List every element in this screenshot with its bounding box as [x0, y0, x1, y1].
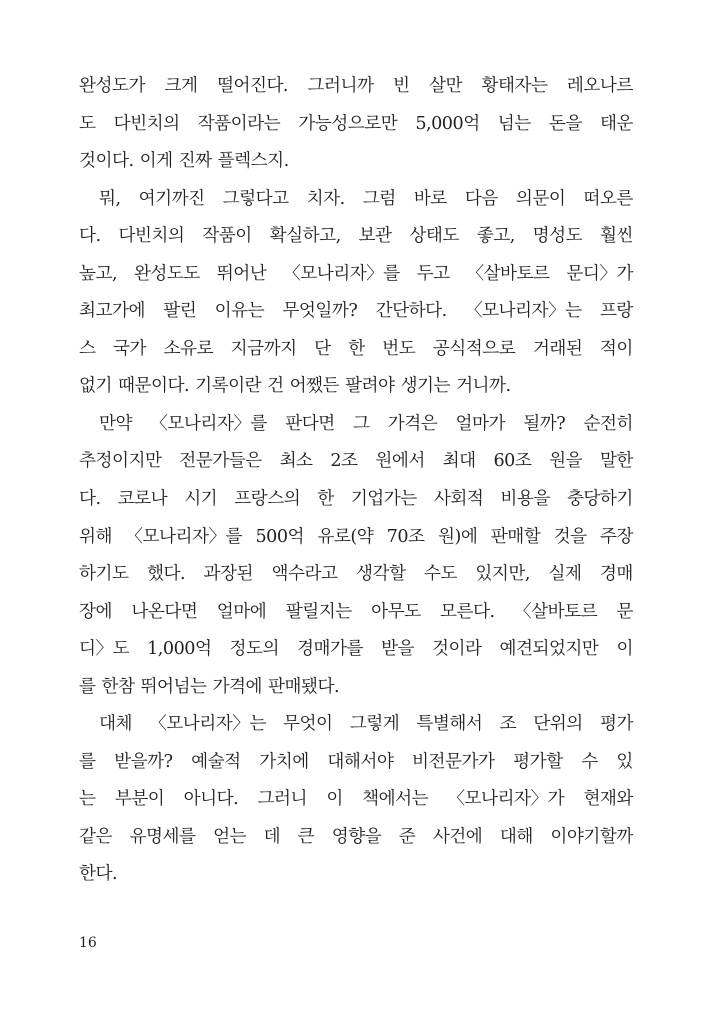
word: 떠오른	[583, 188, 633, 209]
word: 디〉도	[79, 639, 130, 660]
word: 것이라	[431, 639, 482, 660]
paragraph	[79, 68, 633, 181]
word: 주장	[599, 526, 633, 547]
word: 수도	[423, 564, 457, 585]
word: 충당하기	[566, 489, 633, 510]
word: 가치에	[259, 751, 309, 772]
word: 시기	[184, 489, 218, 510]
text-line	[79, 293, 633, 331]
word: 뛰어난	[216, 263, 267, 284]
word: 그러니까	[307, 76, 374, 96]
word: 그	[352, 413, 370, 434]
word: 한	[348, 338, 365, 359]
text-line	[79, 856, 633, 894]
word: 평가	[599, 714, 633, 735]
text-line	[79, 744, 633, 782]
word: 넘는	[497, 113, 531, 134]
word: 팔린	[163, 301, 197, 322]
word: 과장된	[203, 564, 254, 585]
word: 5,000억	[415, 113, 480, 134]
text-line	[79, 218, 633, 256]
word: 그러니	[257, 789, 308, 810]
word: 다.	[79, 489, 101, 510]
word: 준	[398, 826, 416, 847]
paragraph	[79, 706, 633, 894]
word: 얻는	[213, 826, 247, 847]
word: 를	[79, 751, 96, 772]
word: 판매됐다.	[267, 676, 340, 697]
text-line	[79, 631, 633, 669]
word: 없기	[79, 376, 112, 397]
word: 한	[317, 489, 334, 510]
word: 완성도가	[79, 76, 145, 96]
word: 떨어진다.	[216, 76, 289, 96]
text-line	[79, 443, 633, 481]
word: 무엇이	[283, 714, 333, 735]
word: 〈모나리자〉는	[464, 301, 582, 322]
word: 플렉스지.	[217, 151, 289, 172]
word: 적이	[599, 338, 633, 359]
word: 좋고,	[476, 226, 515, 247]
word: 거니까.	[456, 376, 511, 397]
word: 원)에	[437, 526, 478, 547]
text-line	[79, 706, 633, 744]
word: 레오나르	[566, 76, 633, 96]
word: 〈모나리자〉를	[283, 263, 400, 284]
word: 건	[267, 376, 284, 397]
text-line	[79, 819, 633, 857]
word: 받을	[380, 639, 414, 660]
word: 이유는	[214, 301, 265, 322]
word: 판매할	[490, 526, 541, 547]
word: 를	[79, 676, 96, 697]
word: 지금까지	[230, 338, 297, 359]
word: 실제	[548, 564, 582, 585]
word: 원을	[549, 451, 583, 472]
text-line	[79, 594, 633, 632]
word: 될까?	[523, 413, 566, 434]
word: 추정이지만	[79, 451, 162, 472]
text-line	[79, 368, 633, 406]
word: 책에서는	[362, 789, 429, 810]
word: 생기는	[400, 376, 451, 397]
word: 유명세를	[129, 826, 196, 847]
word: 원에서	[375, 451, 425, 472]
word: 명성도	[532, 226, 583, 247]
word: 살만	[428, 76, 462, 96]
word: 생각할	[355, 564, 406, 585]
word: 작품이	[202, 226, 252, 247]
text-line	[79, 406, 633, 444]
word: 〈모나리자〉가	[447, 789, 565, 810]
word: 때문이다.	[118, 376, 190, 397]
word: 데	[263, 826, 281, 847]
text-line	[79, 106, 633, 144]
word: 1,000억	[147, 639, 212, 660]
word: 태운	[599, 113, 633, 134]
word: 완성도도	[133, 263, 200, 284]
word: 돈을	[548, 113, 582, 134]
word: 순전히	[583, 413, 633, 434]
word: 뛰어넘는	[140, 676, 207, 697]
word: 한다.	[79, 864, 118, 885]
word: 만약	[99, 413, 132, 434]
text-line	[79, 781, 633, 819]
word: 큰	[297, 826, 315, 847]
word: 이야기할까	[550, 826, 633, 847]
word: 다빈치의	[118, 226, 185, 247]
word: 상태도	[409, 226, 459, 247]
word: 평가할	[513, 751, 563, 772]
word: 이	[326, 789, 343, 810]
word: 팔릴지는	[285, 601, 352, 622]
word: 그렇다고	[222, 188, 289, 209]
word: 하기도	[79, 564, 129, 585]
word: 부분이	[114, 789, 165, 810]
word: 스	[79, 338, 96, 359]
word: 확실하고,	[269, 226, 341, 247]
word: 정도의	[229, 639, 279, 660]
word: 치자.	[306, 188, 345, 209]
word: 기록이란	[195, 376, 262, 397]
text-line	[79, 331, 633, 369]
word: 대해서야	[327, 751, 394, 772]
body-text	[79, 68, 633, 894]
word: 판다면	[285, 413, 335, 434]
word: 60조	[493, 451, 532, 472]
word: 다음	[464, 188, 498, 209]
word: 크게	[164, 76, 198, 96]
word: 대체	[99, 714, 132, 735]
word: 그렇게	[349, 714, 400, 735]
word: 현재와	[583, 789, 633, 810]
word: 이게	[139, 151, 173, 172]
word: 특별해서	[416, 714, 483, 735]
word: 훨씬	[600, 226, 633, 247]
word: 조	[499, 714, 517, 735]
word: 나온다면	[131, 601, 198, 622]
word: 예술적	[191, 751, 241, 772]
word: 간단하다.	[375, 301, 447, 322]
word: 했다.	[146, 564, 186, 585]
text-line	[79, 556, 633, 594]
word: 이	[616, 639, 633, 660]
word: 예견되었지만	[499, 639, 599, 660]
word: 한참	[101, 676, 135, 697]
word: 위해	[79, 526, 112, 547]
word: 코로나	[117, 489, 168, 510]
word: 문디〉가	[566, 263, 633, 284]
word: 경매가를	[296, 639, 363, 660]
word: 비전문가가	[412, 751, 495, 772]
word: 것을	[553, 526, 587, 547]
word: 공식적으로	[432, 338, 516, 359]
word: 최고가에	[79, 301, 145, 322]
word: 높고,	[79, 263, 118, 284]
word: 영향을	[331, 826, 382, 847]
word: 2조	[330, 451, 358, 472]
paragraph	[79, 181, 633, 406]
word: 전문가들은	[179, 451, 262, 472]
word: 단위의	[533, 714, 583, 735]
word: 의문이	[515, 188, 566, 209]
word: 뭐,	[99, 188, 121, 209]
word: 최소	[279, 451, 313, 472]
word: 같은	[79, 826, 112, 847]
word: 번도	[382, 338, 416, 359]
word: 기업가는	[350, 489, 417, 510]
word: 소유로	[163, 338, 214, 359]
word: 가능성으로만	[298, 113, 398, 134]
word: 무엇일까?	[282, 301, 358, 322]
word: 대해	[499, 826, 533, 847]
word: 아니다.	[183, 789, 239, 810]
word: 보관	[358, 226, 392, 247]
word: 받을까?	[114, 751, 173, 772]
word: 진짜	[178, 151, 212, 172]
word: 유로(약	[317, 526, 374, 547]
word: 바로	[413, 188, 447, 209]
word: 도	[79, 113, 96, 134]
word: 말한	[599, 451, 633, 472]
text-line	[79, 519, 633, 557]
word: 단	[314, 338, 331, 359]
text-line	[79, 143, 633, 181]
page-number: 16	[79, 935, 97, 951]
word: 아무도	[371, 601, 421, 622]
word: 어쨌든	[289, 376, 340, 397]
word: 사건에	[432, 826, 483, 847]
word: 가격은	[387, 413, 438, 434]
word: 두고	[416, 263, 450, 284]
word: 경매	[599, 564, 633, 585]
word: 팔려야	[345, 376, 395, 397]
paragraph	[79, 406, 633, 706]
text-line	[79, 256, 633, 294]
word: 〈모나리자〉를	[125, 526, 243, 547]
word: 〈모나리자〉는	[149, 714, 266, 735]
word: 프랑스의	[234, 489, 301, 510]
word: 다.	[79, 226, 101, 247]
word: 최대	[442, 451, 476, 472]
word: 장에	[79, 601, 112, 622]
word: 얼마가	[455, 413, 505, 434]
word: 국가	[113, 338, 147, 359]
word: 500억	[255, 526, 305, 547]
word: 있지만,	[475, 564, 530, 585]
word: 〈모나리자〉를	[150, 413, 267, 434]
word: 얼마에	[216, 601, 267, 622]
word: 수	[581, 751, 598, 772]
word: 것이다.	[79, 151, 134, 172]
word: 비용을	[500, 489, 550, 510]
word: 문	[616, 601, 633, 622]
word: 황태자는	[481, 76, 548, 96]
word: 〈살바토르	[514, 601, 598, 622]
text-line	[79, 669, 633, 707]
word: 는	[79, 789, 96, 810]
word: 있	[616, 751, 633, 772]
word: 사회적	[433, 489, 484, 510]
word: 거래된	[532, 338, 583, 359]
text-line	[79, 181, 633, 219]
text-line	[79, 481, 633, 519]
word: 다빈치의	[113, 113, 180, 134]
word: 빈	[392, 76, 410, 96]
word: 〈살바토르	[466, 263, 550, 284]
word: 프랑	[599, 301, 633, 322]
word: 70조	[386, 526, 425, 547]
word: 그럼	[362, 188, 396, 209]
word: 작품이라는	[197, 113, 281, 134]
word: 가격에	[212, 676, 262, 697]
word: 모른다.	[440, 601, 495, 622]
word: 액수라고	[271, 564, 338, 585]
word: 여기까진	[138, 188, 205, 209]
text-line	[79, 68, 633, 106]
